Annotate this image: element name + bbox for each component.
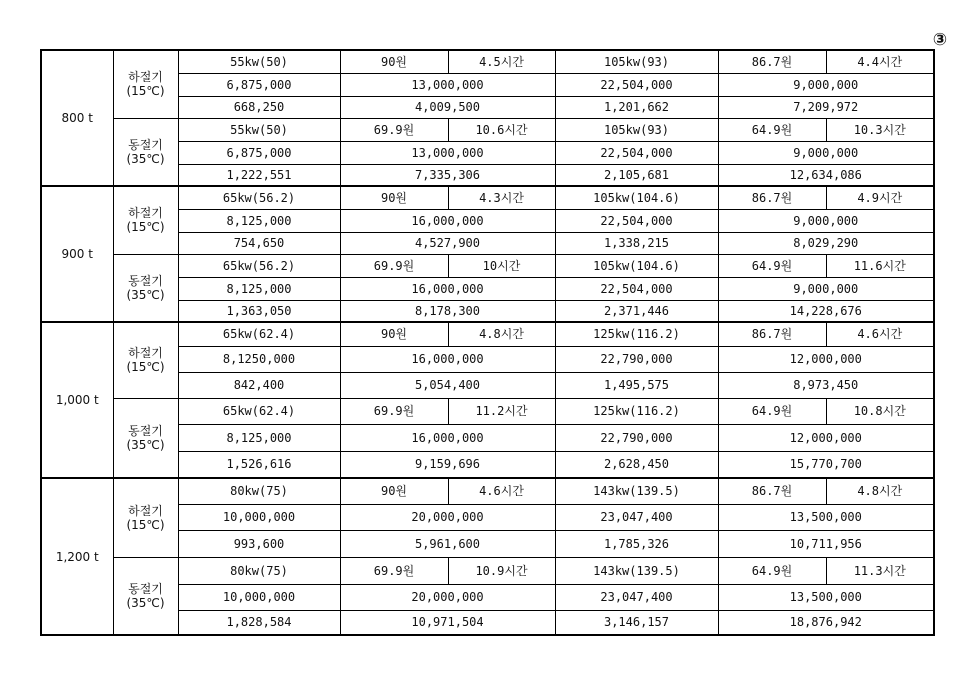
- cost-value-b1: 22,504,000: [555, 141, 718, 164]
- cost-value-a1: 6,875,000: [178, 73, 340, 96]
- unit-price-b: 86.7원: [718, 50, 826, 73]
- motor-power-a: 80kw(75): [178, 557, 340, 584]
- cost-value-a1: 10,000,000: [178, 584, 340, 610]
- season-temperature: (35℃): [126, 287, 165, 302]
- annual-value-b2: 8,973,450: [718, 372, 934, 398]
- season-temperature: (15℃): [126, 84, 165, 99]
- capacity-label: 800 t: [41, 50, 113, 186]
- annual-value-b2: 10,711,956: [718, 530, 934, 557]
- capacity-label: 1,200 t: [41, 478, 113, 635]
- cost-comparison-table: [40, 49, 935, 636]
- unit-price-a: 69.9원: [340, 254, 448, 277]
- cost-value-b2: 9,000,000: [718, 73, 934, 96]
- operating-hours-a: 4.8시간: [448, 322, 555, 346]
- cost-value-a2: 16,000,000: [340, 346, 555, 372]
- operating-hours-b: 4.6시간: [826, 322, 934, 346]
- unit-price-a: 90원: [340, 322, 448, 346]
- annual-value-b1: 2,371,446: [555, 300, 718, 322]
- motor-power-b: 105kw(93): [555, 50, 718, 73]
- motor-power-b: 105kw(93): [555, 118, 718, 141]
- operating-hours-b: 4.4시간: [826, 50, 934, 73]
- table-row: [41, 254, 934, 277]
- unit-price-b: 86.7원: [718, 322, 826, 346]
- motor-power-a: 65kw(56.2): [178, 254, 340, 277]
- season-label: [113, 50, 178, 118]
- motor-power-b: 105kw(104.6): [555, 254, 718, 277]
- capacity-label: 900 t: [41, 186, 113, 322]
- cost-value-b2: 12,000,000: [718, 346, 934, 372]
- season-label: [113, 186, 178, 254]
- season-temperature: (35℃): [126, 437, 165, 452]
- unit-price-b: 64.9원: [718, 557, 826, 584]
- table-body: [41, 50, 934, 635]
- annual-value-b1: 1,495,575: [555, 372, 718, 398]
- annual-value-b2: 14,228,676: [718, 300, 934, 322]
- unit-price-a: 90원: [340, 186, 448, 209]
- table-row: [41, 118, 934, 141]
- operating-hours-b: 10.3시간: [826, 118, 934, 141]
- season-name: 하절기: [128, 503, 163, 518]
- annual-value-b1: 2,105,681: [555, 164, 718, 186]
- cost-value-b1: 22,504,000: [555, 277, 718, 300]
- cost-value-b1: 23,047,400: [555, 504, 718, 530]
- operating-hours-b: 11.6시간: [826, 254, 934, 277]
- annual-value-b2: 18,876,942: [718, 610, 934, 635]
- season-temperature: (35℃): [126, 595, 165, 610]
- annual-value-b2: 15,770,700: [718, 451, 934, 478]
- season-temperature: (15℃): [126, 360, 165, 375]
- annual-value-b1: 1,201,662: [555, 96, 718, 118]
- motor-power-a: 55kw(50): [178, 118, 340, 141]
- motor-power-b: 143kw(139.5): [555, 478, 718, 504]
- season-label: [113, 254, 178, 322]
- unit-price-b: 64.9원: [718, 118, 826, 141]
- season-label: [113, 557, 178, 635]
- season-label: [113, 478, 178, 557]
- annual-value-a1: 754,650: [178, 232, 340, 254]
- operating-hours-a: 10.9시간: [448, 557, 555, 584]
- motor-power-a: 65kw(62.4): [178, 398, 340, 424]
- annual-value-b1: 1,785,326: [555, 530, 718, 557]
- cost-value-b2: 9,000,000: [718, 277, 934, 300]
- season-label: [113, 398, 178, 478]
- annual-value-b1: 3,146,157: [555, 610, 718, 635]
- annual-value-a2: 5,961,600: [340, 530, 555, 557]
- season-name: 하절기: [128, 70, 163, 85]
- table-row: [41, 50, 934, 73]
- season-temperature: (15℃): [126, 517, 165, 532]
- annual-value-a1: 993,600: [178, 530, 340, 557]
- unit-price-a: 69.9원: [340, 118, 448, 141]
- annual-value-a2: 8,178,300: [340, 300, 555, 322]
- cost-value-a1: 8,1250,000: [178, 346, 340, 372]
- table-row: [41, 322, 934, 346]
- cost-value-a2: 20,000,000: [340, 584, 555, 610]
- annual-value-b2: 12,634,086: [718, 164, 934, 186]
- cost-value-b2: 9,000,000: [718, 209, 934, 232]
- season-label: [113, 322, 178, 398]
- cost-value-a2: 20,000,000: [340, 504, 555, 530]
- season-name: 동절기: [128, 423, 163, 438]
- cost-value-b2: 13,500,000: [718, 584, 934, 610]
- season-temperature: (15℃): [126, 220, 165, 235]
- annual-value-a1: 1,828,584: [178, 610, 340, 635]
- unit-price-a: 69.9원: [340, 398, 448, 424]
- operating-hours-a: 4.5시간: [448, 50, 555, 73]
- annual-value-b1: 1,338,215: [555, 232, 718, 254]
- cost-value-a1: 8,125,000: [178, 424, 340, 451]
- cost-value-b1: 22,790,000: [555, 346, 718, 372]
- annual-value-b2: 7,209,972: [718, 96, 934, 118]
- annual-value-a2: 10,971,504: [340, 610, 555, 635]
- annual-value-a1: 842,400: [178, 372, 340, 398]
- annual-value-a1: 1,526,616: [178, 451, 340, 478]
- season-name: 동절기: [128, 137, 163, 152]
- cost-value-b1: 23,047,400: [555, 584, 718, 610]
- operating-hours-a: 10시간: [448, 254, 555, 277]
- capacity-label: 1,000 t: [41, 322, 113, 478]
- motor-power-b: 125kw(116.2): [555, 322, 718, 346]
- cost-value-b1: 22,504,000: [555, 73, 718, 96]
- motor-power-b: 105kw(104.6): [555, 186, 718, 209]
- motor-power-b: 125kw(116.2): [555, 398, 718, 424]
- cost-value-a2: 13,000,000: [340, 73, 555, 96]
- operating-hours-b: 4.9시간: [826, 186, 934, 209]
- operating-hours-b: 4.8시간: [826, 478, 934, 504]
- unit-price-b: 64.9원: [718, 254, 826, 277]
- cost-value-a2: 16,000,000: [340, 209, 555, 232]
- season-label: [113, 118, 178, 186]
- annual-value-b1: 2,628,450: [555, 451, 718, 478]
- operating-hours-a: 4.3시간: [448, 186, 555, 209]
- cost-value-b1: 22,790,000: [555, 424, 718, 451]
- table-row: [41, 478, 934, 504]
- cost-value-a1: 8,125,000: [178, 209, 340, 232]
- unit-price-a: 69.9원: [340, 557, 448, 584]
- table-row: [41, 557, 934, 584]
- season-name: 하절기: [128, 346, 163, 361]
- annual-value-a2: 4,527,900: [340, 232, 555, 254]
- table-row: [41, 186, 934, 209]
- annual-value-a1: 1,363,050: [178, 300, 340, 322]
- operating-hours-a: 11.2시간: [448, 398, 555, 424]
- operating-hours-a: 10.6시간: [448, 118, 555, 141]
- cost-value-b2: 12,000,000: [718, 424, 934, 451]
- annual-value-a1: 1,222,551: [178, 164, 340, 186]
- annual-value-a2: 9,159,696: [340, 451, 555, 478]
- unit-price-b: 86.7원: [718, 186, 826, 209]
- cost-value-a2: 16,000,000: [340, 424, 555, 451]
- cost-value-b2: 13,500,000: [718, 504, 934, 530]
- annual-value-a2: 5,054,400: [340, 372, 555, 398]
- cost-value-a2: 16,000,000: [340, 277, 555, 300]
- motor-power-a: 80kw(75): [178, 478, 340, 504]
- cost-value-a1: 6,875,000: [178, 141, 340, 164]
- operating-hours-b: 10.8시간: [826, 398, 934, 424]
- season-name: 동절기: [128, 273, 163, 288]
- annual-value-a2: 7,335,306: [340, 164, 555, 186]
- motor-power-a: 65kw(56.2): [178, 186, 340, 209]
- table-row: [41, 398, 934, 424]
- cost-value-a1: 8,125,000: [178, 277, 340, 300]
- operating-hours-a: 4.6시간: [448, 478, 555, 504]
- cost-value-b1: 22,504,000: [555, 209, 718, 232]
- unit-price-b: 86.7원: [718, 478, 826, 504]
- motor-power-a: 55kw(50): [178, 50, 340, 73]
- season-temperature: (35℃): [126, 151, 165, 166]
- operating-hours-b: 11.3시간: [826, 557, 934, 584]
- annual-value-a1: 668,250: [178, 96, 340, 118]
- season-name: 하절기: [128, 206, 163, 221]
- season-name: 동절기: [128, 581, 163, 596]
- motor-power-a: 65kw(62.4): [178, 322, 340, 346]
- page-number: ③: [932, 30, 948, 50]
- cost-value-b2: 9,000,000: [718, 141, 934, 164]
- cost-value-a2: 13,000,000: [340, 141, 555, 164]
- unit-price-a: 90원: [340, 478, 448, 504]
- unit-price-a: 90원: [340, 50, 448, 73]
- unit-price-b: 64.9원: [718, 398, 826, 424]
- cost-value-a1: 10,000,000: [178, 504, 340, 530]
- motor-power-b: 143kw(139.5): [555, 557, 718, 584]
- annual-value-a2: 4,009,500: [340, 96, 555, 118]
- annual-value-b2: 8,029,290: [718, 232, 934, 254]
